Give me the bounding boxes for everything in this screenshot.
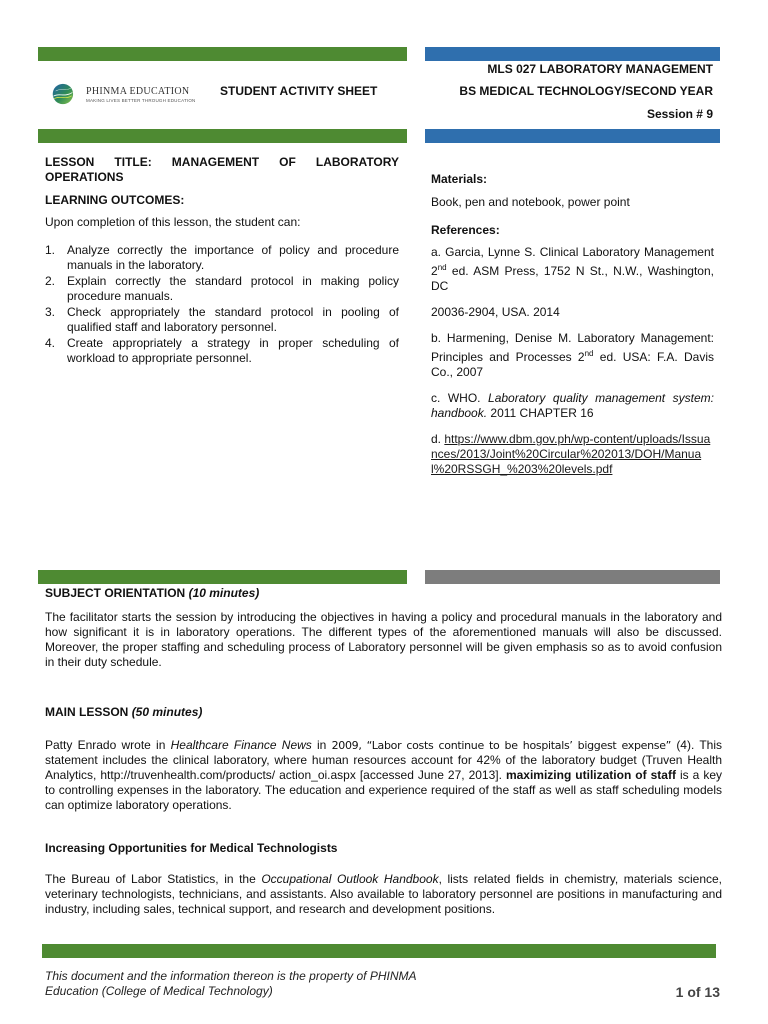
sheet-title: STUDENT ACTIVITY SHEET bbox=[220, 84, 378, 98]
materials-heading: Materials: bbox=[431, 172, 488, 186]
outcome-number: 4. bbox=[45, 336, 56, 350]
orientation-heading bbox=[45, 586, 259, 600]
course-title: MLS 027 LABORATORY MANAGEMENT bbox=[487, 62, 713, 76]
reference-b bbox=[431, 331, 714, 380]
orientation-bar-left bbox=[38, 570, 407, 584]
header-bottom-bar-left bbox=[38, 129, 407, 143]
lesson-title: LESSON TITLE: MANAGEMENT OF LABORATORY OPERATIONS bbox=[45, 155, 399, 184]
reference-c-text: c. WHO. bbox=[431, 391, 489, 405]
main-lesson-heading-text: MAIN LESSON bbox=[45, 705, 129, 719]
outcome-text: Analyze correctly the importance of policy and procedure manuals in the laboratory. bbox=[67, 243, 399, 272]
p2-text-end: , lists related fields in chemistry, materials science, veterinary technologists, technicians, and assistants. Also available to laboratory personnel are positions in manufacturing and industry, including sales, technical support, and research and development positions. bbox=[45, 872, 723, 916]
footer-bar bbox=[42, 944, 716, 958]
learning-outcomes-list bbox=[45, 243, 399, 367]
reference-a bbox=[431, 245, 714, 294]
p1-text: Patty Enrado wrote in bbox=[45, 738, 171, 752]
reference-a-cont: 20036-2904, USA. 2014 bbox=[431, 305, 560, 319]
p2-publication: Occupational Outlook Handbook bbox=[261, 872, 439, 886]
p1-publication: Healthcare Finance News bbox=[170, 738, 312, 752]
header-top-bar-right bbox=[425, 47, 720, 61]
outcome-item bbox=[45, 274, 399, 304]
reference-c bbox=[431, 391, 714, 421]
references-heading: References: bbox=[431, 223, 500, 237]
reference-a-text: a. Garcia, Lynne S. Clinical Laboratory Management 2 bbox=[431, 245, 714, 278]
learning-outcomes-heading: LEARNING OUTCOMES: bbox=[45, 193, 185, 207]
outcome-item bbox=[45, 243, 399, 273]
p2-text: The Bureau of Labor Statistics, in the bbox=[45, 872, 262, 886]
p1-emphasis: maximizing utilization of staff bbox=[505, 768, 676, 782]
outcome-number: 3. bbox=[45, 305, 56, 319]
footer-text: This document and the information thereon is the property of PHINMA Education (College of Medical Technology) bbox=[45, 969, 417, 998]
header-top-bar-left bbox=[38, 47, 407, 61]
outcome-text: Explain correctly the standard protocol in making policy procedure manuals. bbox=[67, 274, 399, 303]
program-title: BS MEDICAL TECHNOLOGY/SECOND YEAR bbox=[459, 84, 713, 98]
opportunities-heading: Increasing Opportunities for Medical Technologists bbox=[45, 841, 338, 855]
reference-d bbox=[431, 432, 714, 477]
outcome-item bbox=[45, 336, 399, 366]
main-lesson-heading bbox=[45, 705, 202, 719]
logo-name: PHINMA EDUCATION bbox=[86, 86, 190, 97]
orientation-heading-text: SUBJECT ORIENTATION bbox=[45, 586, 186, 600]
main-lesson-paragraph-2 bbox=[45, 872, 722, 917]
reference-d-prefix: d. bbox=[431, 432, 445, 446]
outcome-number: 1. bbox=[45, 243, 56, 257]
reference-b-text: b. Harmening, Denise M. Laboratory Management: Principles and Processes 2 bbox=[431, 331, 714, 364]
orientation-duration: (10 minutes) bbox=[188, 586, 260, 600]
page-number: 1 of 13 bbox=[675, 984, 720, 1000]
reference-c-text-end: 2011 CHAPTER 16 bbox=[487, 406, 594, 420]
p1-text-in: in bbox=[311, 738, 332, 752]
logo-tagline: MAKING LIVES BETTER THROUGH EDUCATION bbox=[86, 98, 196, 103]
outcome-item bbox=[45, 305, 399, 335]
outcome-text: Create appropriately a strategy in proper scheduling of workload to appropriate personnel. bbox=[67, 336, 399, 365]
outcome-text: Check appropriately the standard protocol in pooling of qualified staff and laboratory personnel. bbox=[67, 305, 399, 334]
reference-d-link[interactable]: https://www.dbm.gov.ph/wp-content/uploads/Issuances/2013/Joint%20Circular%202013/DOH/Manual%20RSSGH_%203%20levels.pdf bbox=[431, 432, 711, 476]
references-list bbox=[431, 245, 714, 488]
p1-quote: 2009, “Labor costs continue to be hospitals’ biggest expense” bbox=[331, 739, 672, 752]
p1-text-mid: (4). This statement includes the clinical laboratory, where human resources account for 42% of the laboratory budget (Truven Health Analytics, http://truvenhealth.com/products/ action_oi.aspx [accessed June 27, 2013]. bbox=[45, 738, 722, 782]
outcomes-intro: Upon completion of this lesson, the student can: bbox=[45, 215, 301, 229]
orientation-bar-right bbox=[425, 570, 720, 584]
reference-c-title: Laboratory quality management system: handbook. bbox=[431, 391, 714, 420]
outcome-number: 2. bbox=[45, 274, 56, 288]
header-bottom-bar-right bbox=[425, 129, 720, 143]
reference-b-text-end: ed. USA: F.A. Davis Co., 2007 bbox=[431, 350, 714, 379]
main-lesson-duration: (50 minutes) bbox=[131, 705, 203, 719]
session-number: Session # 9 bbox=[646, 107, 713, 121]
reference-a-text-end: ed. ASM Press, 1752 N St., N.W., Washington, DC bbox=[431, 264, 714, 293]
reference-b-sup: nd bbox=[584, 349, 594, 358]
reference-a-sup: nd bbox=[437, 263, 447, 272]
orientation-text: The facilitator starts the session by introducing the objectives in having a policy and procedural manuals in the laboratory and how significant it is in laboratory operations. The different types of the aforementioned manuals will also be discussed. Moreover, the proper staffing and scheduling process of Laboratory personnel will be given emphasis so as to avoid confusion in their duty schedule. bbox=[45, 610, 722, 669]
materials-text: Book, pen and notebook, power point bbox=[431, 195, 630, 209]
p1-text-end: is a key to controlling expenses in the laboratory. The education and experience required of the staff as well as staff scheduling models can optimize laboratory operations. bbox=[45, 768, 722, 812]
main-lesson-paragraph-1 bbox=[45, 738, 722, 813]
